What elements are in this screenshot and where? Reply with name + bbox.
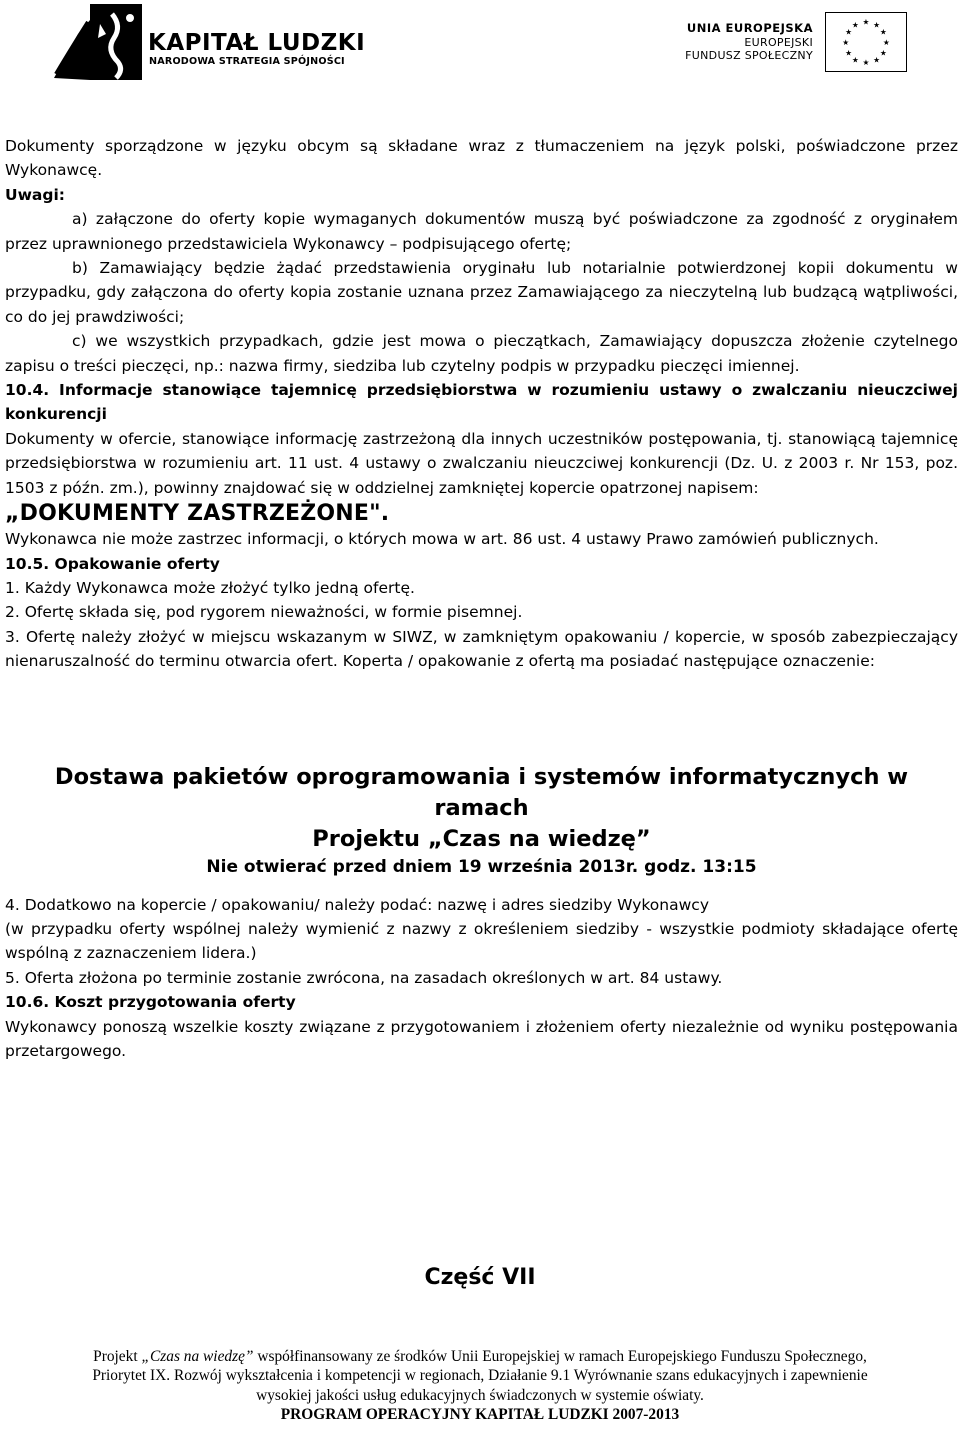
svg-text:★: ★ <box>851 20 859 30</box>
paragraph-translation: Dokumenty sporządzone w języku obcym są składane wraz z tłumaczeniem na język polski, poświadczone przez Wykonawcę. <box>5 137 958 180</box>
page-footer <box>0 1347 960 1425</box>
svg-text:★: ★ <box>842 37 850 47</box>
section-10-6-text: Wykonawcy ponoszą wszelkie koszty związane z przygotowaniem i złożeniem oferty niezależnie od wyniku postępowania przetargowego. <box>5 1017 958 1060</box>
footer-line-2: Priorytet IX. Rozwój wykształcenia i kompetencji w regionach, Działanie 9.1 Wyrównanie szans edukacyjnych i zapewnienie <box>92 1367 868 1385</box>
eu-flag-icon <box>825 12 907 72</box>
eu-line-2: EUROPEJSKI <box>744 35 813 49</box>
svg-text:★: ★ <box>882 37 890 47</box>
uwaga-b: b) Zamawiający będzie żądać przedstawienia oryginału lub notarialnie potwierdzonej kopii dokumentu w przypadku, gdy załączona do oferty kopia zostanie uznana przez Zamawiającego za nieczytelną lub budzącą wątpliwości, co do jej prawdziwości; <box>5 259 958 326</box>
footer-line-1 <box>0 1347 960 1366</box>
svg-text:★: ★ <box>845 27 853 37</box>
svg-text:★: ★ <box>851 55 859 65</box>
page-header <box>0 0 960 90</box>
kapital-ludzki-subtitle: NARODOWA STRATEGIA SPÓJNOŚCI <box>149 56 345 67</box>
section-10-4-heading: 10.4. Informacje stanowiące tajemnicę przedsiębiorstwa w rozumieniu ustawy o zwalczaniu nieuczciwej konkurencji <box>5 381 958 424</box>
envelope-title-line-1: Dostawa pakietów oprogramowania i systemów informatycznych w ramach <box>54 763 909 821</box>
spacer <box>5 879 958 893</box>
section-10-5-item-5: 5. Oferta złożona po terminie zostanie zwrócona, na zasadach określonych w art. 84 ustawy. <box>5 968 723 987</box>
uwagi-label: Uwagi: <box>5 185 65 204</box>
part-heading: Część VII <box>424 1265 536 1290</box>
uwaga-c: c) we wszystkich przypadkach, gdzie jest mowa o pieczątkach, Zamawiający dopuszcza złożenie czytelnego zapisu o treści pieczęci, np.: nazwa firmy, siedziba lub czytelny podpis w przypadku pieczęci imiennej. <box>5 332 958 375</box>
eu-line-3: FUNDUSZ SPOŁECZNY <box>685 49 813 62</box>
spacer <box>5 674 958 762</box>
section-10-5-item-4-note: (w przypadku oferty wspólnej należy wymienić z nazwy z określeniem siedziby - wszystkie podmioty składające ofertę wspólną z zaznaczeniem lidera.) <box>5 919 958 963</box>
uwaga-a: a) załączone do oferty kopie wymaganych dokumentów muszą być poświadczone za zgodność z oryginałem przez uprawnionego przedstawiciela Wykonawcy – podpisującego ofertę; <box>5 210 958 253</box>
eu-line-1: UNIA EUROPEJSKA <box>686 21 813 35</box>
section-10-4-text-2: Wykonawca nie może zastrzec informacji, o których mowa w art. 86 ust. 4 ustawy Prawo zamówień publicznych. <box>5 530 879 549</box>
footer-program-name: PROGRAM OPERACYJNY KAPITAŁ LUDZKI 2007-2013 <box>280 1406 680 1424</box>
section-10-5-heading: 10.5. Opakowanie oferty <box>5 554 220 573</box>
section-10-5-item-4: 4. Dodatkowo na kopercie / opakowaniu/ należy podać: nazwę i adres siedziby Wykonawcy <box>5 895 709 914</box>
eu-logo-text <box>685 22 813 63</box>
section-10-5-item-2: 2. Ofertę składa się, pod rygorem nieważności, w formie pisemnej. <box>5 603 523 622</box>
svg-text:★: ★ <box>862 58 870 68</box>
section-10-4-text: Dokumenty w ofercie, stanowiące informację zastrzeżoną dla innych uczestników postępowania, tj. stanowiącą tajemnicę przedsiębiorstwa w rozumieniu art. 11 ust. 4 ustawy o zwalczaniu nieuczciwej konkurencji (Dz. U. z 2003 r. Nr 153, poz. 1503 z późn. zm.), powinny znajdować się w oddzielnej zamkniętej kopercie opatrzonej napisem: <box>5 429 958 497</box>
svg-text:★: ★ <box>845 48 853 58</box>
svg-text:★: ★ <box>879 48 887 58</box>
footer-line-3: wysokiej jakości usług edukacyjnych świadczonych w systemie oświaty. <box>256 1386 704 1404</box>
kapital-ludzki-logo-icon <box>52 4 142 80</box>
section-10-6-heading: 10.6. Koszt przygotowania oferty <box>5 993 296 1012</box>
svg-text:★: ★ <box>873 55 881 65</box>
section-10-5-item-3: 3. Ofertę należy złożyć w miejscu wskazanym w SIWZ, w zamkniętym opakowaniu / kopercie, w sposób zabezpieczający nienaruszalność do terminu otwarcia ofert. Koperta / opakowanie z ofertą ma posiadać następujące oznaczenie: <box>5 627 958 671</box>
svg-text:★: ★ <box>862 17 870 27</box>
restricted-documents-label: „DOKUMENTY ZASTRZEŻONE". <box>5 501 390 527</box>
envelope-title-line-2: Projektu „Czas na wiedzę” <box>312 825 651 852</box>
footer-project-name: „Czas na wiedzę” <box>141 1348 254 1365</box>
footer-line-1-a: Projekt <box>93 1348 142 1365</box>
envelope-do-not-open: Nie otwierać przed dniem 19 września 2013r. godz. 13:15 <box>206 856 757 877</box>
svg-text:★: ★ <box>873 20 881 30</box>
section-10-5-item-1: 1. Każdy Wykonawca może złożyć tylko jedną ofertę. <box>5 578 415 597</box>
svg-text:★: ★ <box>879 27 887 37</box>
footer-line-1-b: współfinansowany ze środków Unii Europejskiej w ramach Europejskiego Funduszu Społecznego, <box>253 1348 867 1365</box>
document-body <box>5 134 958 1063</box>
kapital-ludzki-title: KAPITAŁ LUDZKI <box>148 30 366 56</box>
